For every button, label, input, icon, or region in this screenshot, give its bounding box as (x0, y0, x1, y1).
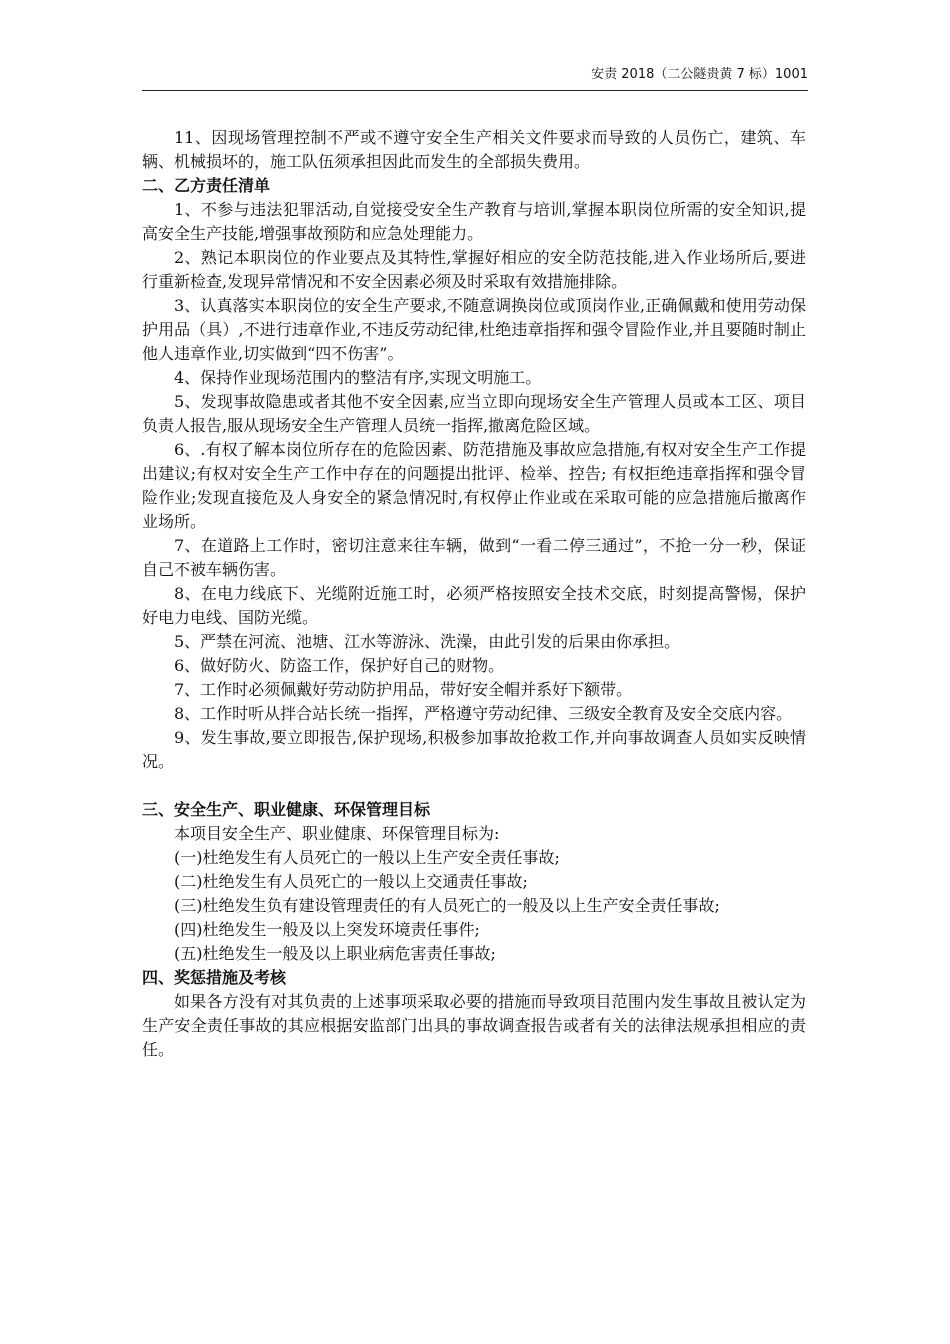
list-item: 2、熟记本职岗位的作业要点及其特性,掌握好相应的安全防范技能,进入作业场所后,要进行重新检查,发现异常情况和不安全因素必须及时采取有效措施排除。 (142, 248, 806, 291)
list-item: 7、工作时必须佩戴好劳动防护用品，带好安全帽并系好下额带。 (174, 680, 633, 699)
list-item: 5、严禁在河流、池塘、江水等游泳、洗澡，由此引发的后果由你承担。 (174, 632, 681, 651)
list-item: 7、在道路上工作时，密切注意来往车辆，做到“一看二停三通过”，不抢一分一秒，保证自己不被车辆伤害。 (142, 536, 806, 579)
section-heading-3: 三、安全生产、职业健康、环保管理目标 (142, 800, 431, 819)
header-divider (142, 90, 808, 91)
goal-item: (二)杜绝发生有人员死亡的一般以上交通责任事故; (174, 872, 528, 891)
document-body (142, 126, 806, 1062)
section-heading-2: 二、乙方责任清单 (142, 176, 271, 195)
list-item: 1、不参与违法犯罪活动,自觉接受安全生产教育与培训,掌握本职岗位所需的安全知识,提高安全生产技能,增强事故预防和应急处理能力。 (142, 200, 806, 243)
list-item: 5、发现事故隐患或者其他不安全因素,应当立即向现场安全生产管理人员或本工区、项目负责人报告,服从现场安全生产管理人员统一指挥,撤离危险区域。 (142, 392, 806, 435)
list-item: 8、在电力线底下、光缆附近施工时，必须严格按照安全技术交底，时刻提高警惕，保护好电力电线、国防光缆。 (142, 584, 806, 627)
list-item: 8、工作时听从拌合站长统一指挥，严格遵守劳动纪律、三级安全教育及安全交底内容。 (174, 704, 793, 723)
goal-item: (五)杜绝发生一般及以上职业病危害责任事故; (174, 944, 496, 963)
section-intro: 本项目安全生产、职业健康、环保管理目标为: (174, 824, 500, 843)
goal-item: (四)杜绝发生一般及以上突发环境责任事件; (174, 920, 480, 939)
goal-item: (一)杜绝发生有人员死亡的一般以上生产安全责任事故; (174, 848, 560, 867)
list-item: 6、.有权了解本岗位所存在的危险因素、防范措施及事故应急措施,有权对安全生产工作提出建议;有权对安全生产工作中存在的问题提出批评、检举、控告; 有权拒绝违章指挥和强令冒险作业;发现直接危及人身安全的紧急情况时,有权停止作业或在采取可能的应急措施后撤离作业场所。 (142, 440, 806, 531)
document-code-header: 安责 2018（二公隧贵黄 7 标）1001 (591, 67, 808, 82)
list-item: 6、做好防火、防盗工作，保护好自己的财物。 (174, 656, 505, 675)
section-paragraph: 如果各方没有对其负责的上述事项采取必要的措施而导致项目范围内发生事故且被认定为生产安全责任事故的其应根据安监部门出具的事故调查报告或者有关的法律法规承担相应的责任。 (142, 992, 806, 1059)
list-item: 3、认真落实本职岗位的安全生产要求,不随意调换岗位或顶岗作业,正确佩戴和使用劳动保护用品（具）,不进行违章作业,不违反劳动纪律,杜绝违章指挥和强令冒险作业,并且要随时制止他人违章作业,切实做到“四不伤害”。 (142, 296, 806, 363)
blank-line (142, 774, 806, 798)
goal-item: (三)杜绝发生负有建设管理责任的有人员死亡的一般及以上生产安全责任事故; (174, 896, 720, 915)
paragraph-item-11: 11、因现场管理控制不严或不遵守安全生产相关文件要求而导致的人员伤亡，建筑、车辆、机械损坏的，施工队伍须承担因此而发生的全部损失费用。 (142, 128, 806, 171)
list-item: 4、保持作业现场范围内的整洁有序,实现文明施工。 (174, 368, 542, 387)
section-heading-4: 四、奖惩措施及考核 (142, 968, 287, 987)
list-item: 9、发生事故,要立即报告,保护现场,积极参加事故抢救工作,并向事故调查人员如实反映情况。 (142, 728, 806, 771)
